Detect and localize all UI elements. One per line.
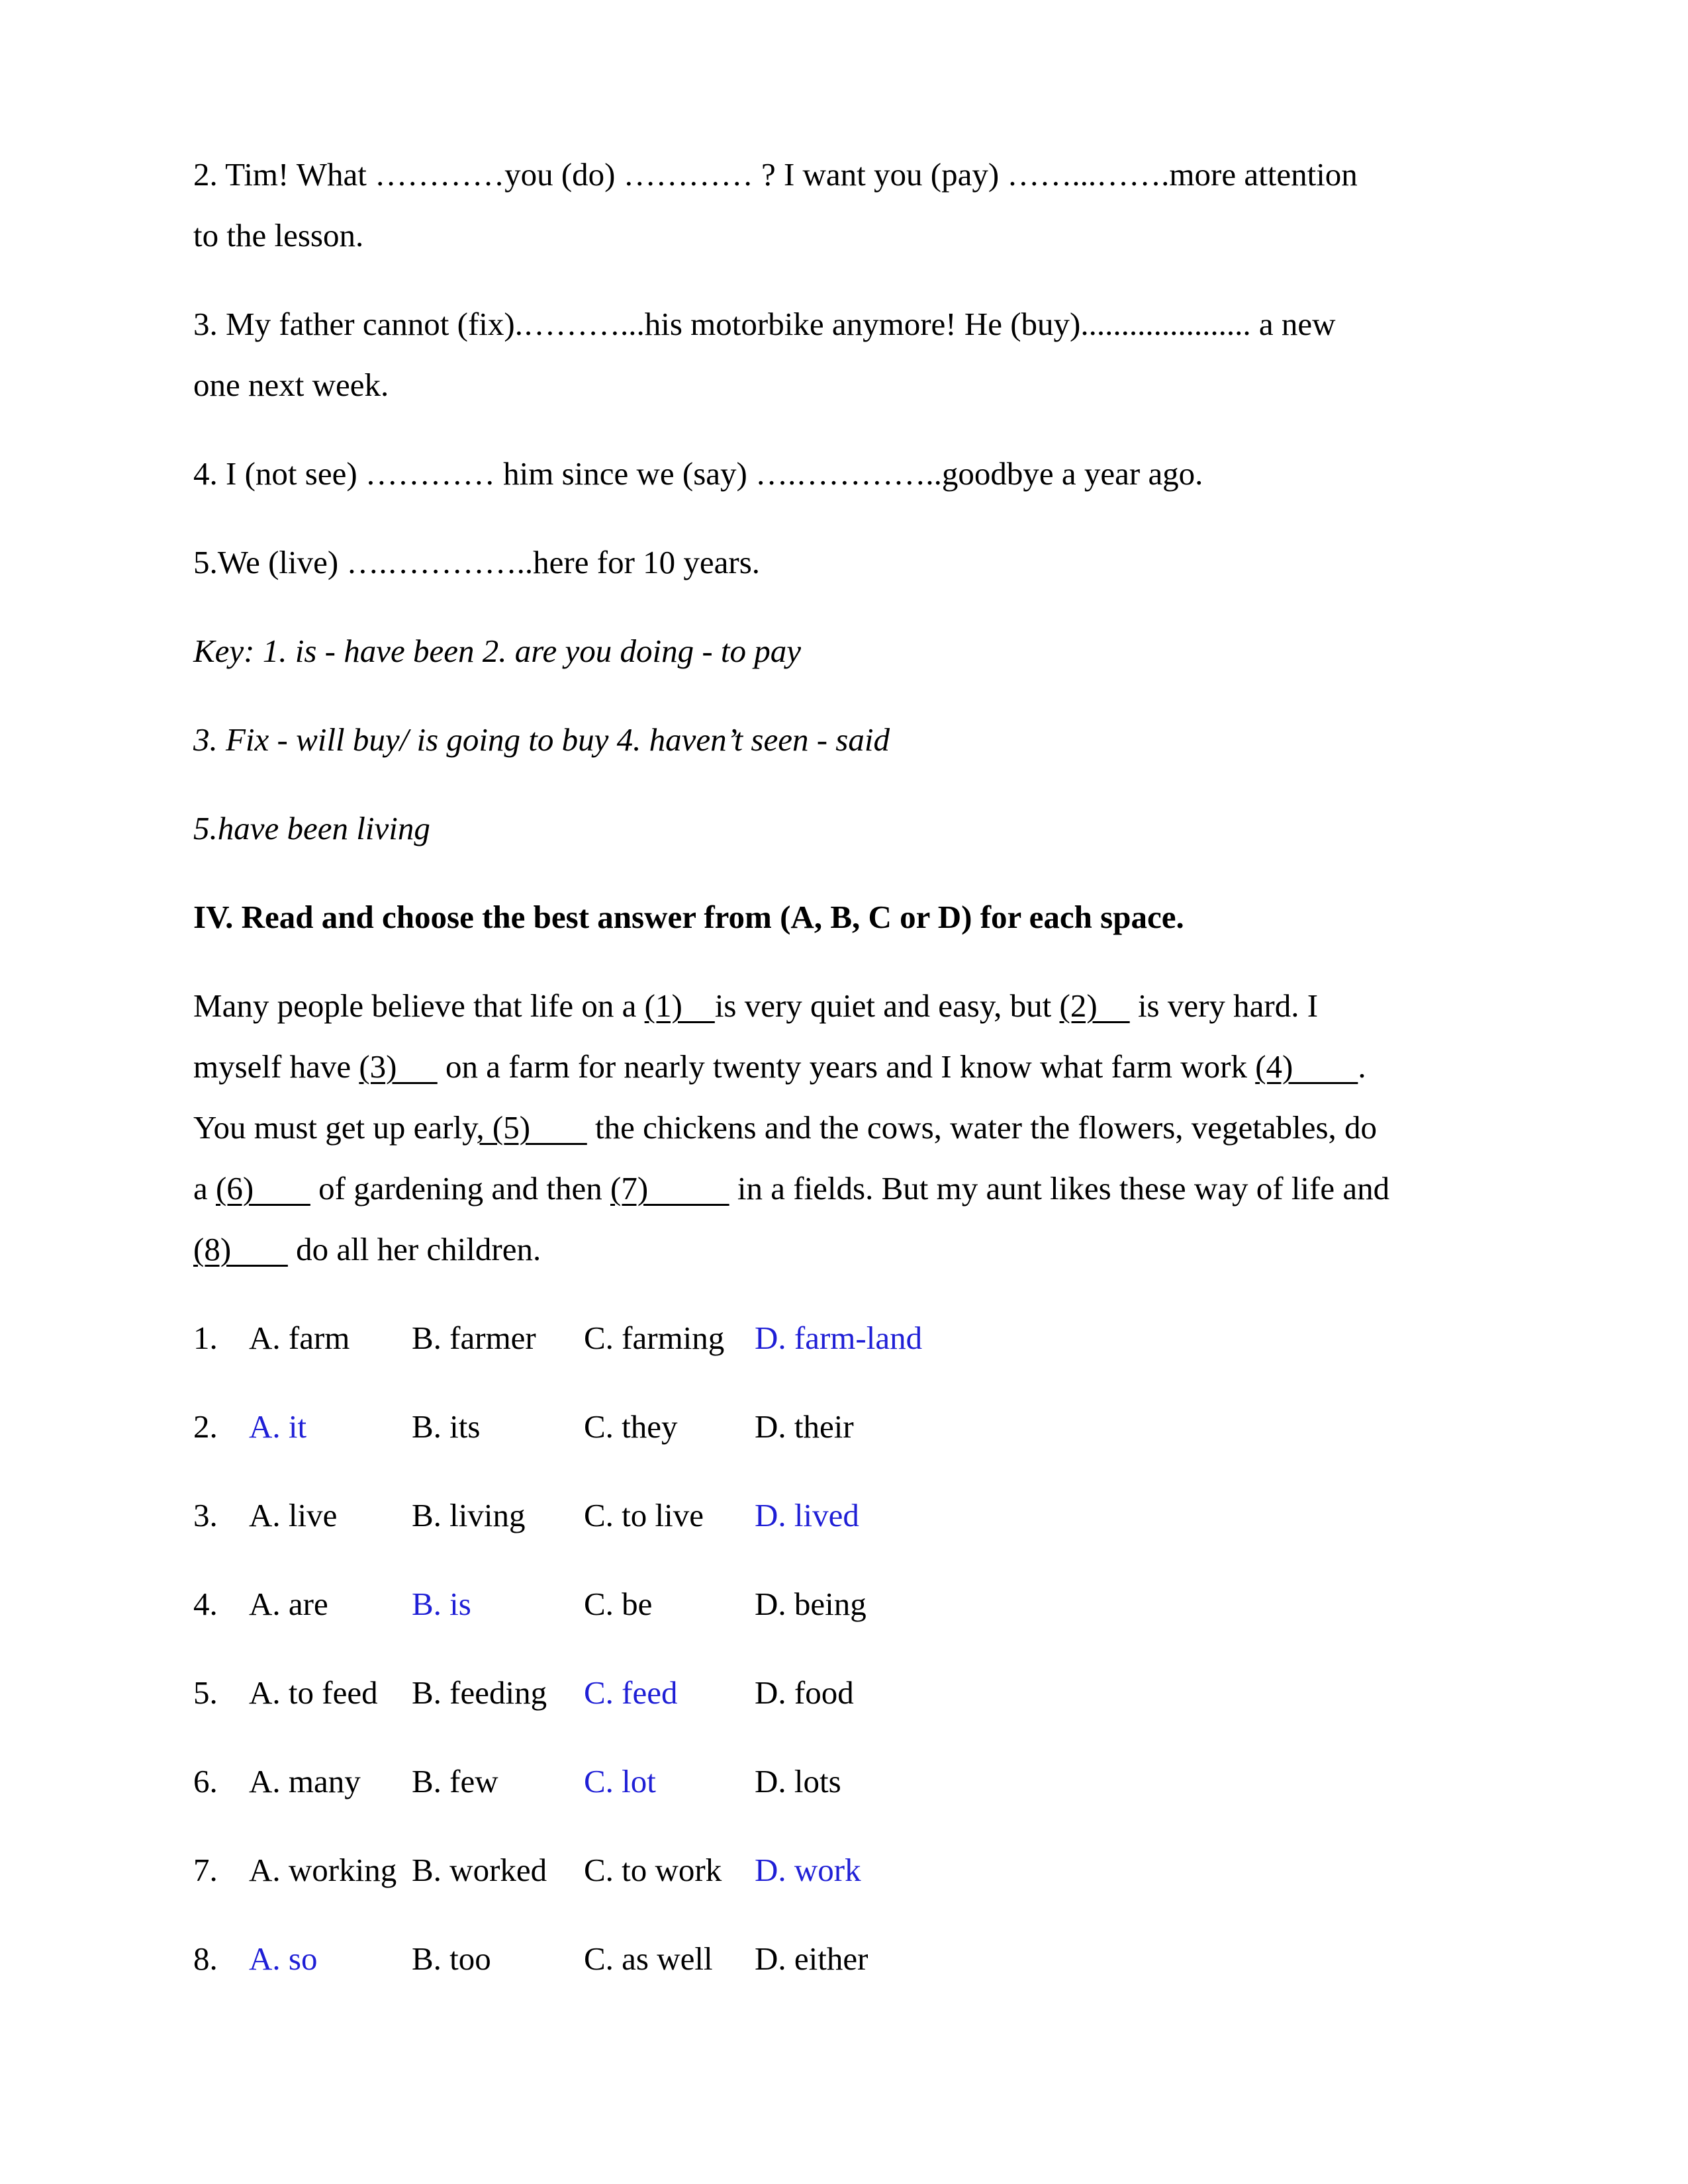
option-b: B. farmer bbox=[412, 1320, 536, 1356]
passage-text: of gardening and then bbox=[310, 1170, 610, 1206]
passage-text: a bbox=[193, 1170, 216, 1206]
blank-4: (4) bbox=[1255, 1048, 1358, 1085]
passage-text: do all her children. bbox=[287, 1231, 541, 1267]
passage-text: . bbox=[1358, 1048, 1366, 1085]
passage-line-2 bbox=[193, 1047, 1366, 1087]
question-number: 8. bbox=[193, 1940, 218, 1977]
question-2-line-2: to the lesson. bbox=[193, 217, 364, 253]
answer-key-line-2: 3. Fix - will buy/ is going to buy 4. haven’t seen - said bbox=[193, 721, 890, 758]
blank-2: (2) bbox=[1059, 987, 1130, 1024]
blank-8: (8) bbox=[193, 1231, 288, 1267]
passage-line-3 bbox=[193, 1108, 1377, 1148]
question-3-line-1: 3. My father cannot (fix).………...his motorbike anymore! He (buy)..................... a new bbox=[193, 306, 1336, 342]
option-d: D. lived bbox=[755, 1497, 859, 1533]
passage-text: is very quiet and easy, but bbox=[714, 987, 1060, 1024]
blank-7: (7) bbox=[610, 1170, 729, 1206]
option-a: A. many bbox=[249, 1763, 361, 1799]
question-number: 7. bbox=[193, 1852, 218, 1888]
passage-text: in a fields. But my aunt likes these way of life and bbox=[729, 1170, 1390, 1206]
passage-line-5 bbox=[193, 1230, 541, 1269]
option-b: B. is bbox=[412, 1586, 471, 1622]
question-5: 5.We (live) ….…………..here for 10 years. bbox=[193, 544, 761, 580]
option-a: A. so bbox=[249, 1940, 318, 1977]
option-b: B. living bbox=[412, 1497, 526, 1533]
option-a: A. working bbox=[249, 1852, 397, 1888]
option-d: D. lots bbox=[755, 1763, 841, 1799]
question-number: 5. bbox=[193, 1674, 218, 1711]
question-number: 4. bbox=[193, 1586, 218, 1622]
option-c: C. be bbox=[584, 1586, 653, 1622]
question-number: 2. bbox=[193, 1408, 218, 1445]
option-c: C. to live bbox=[584, 1497, 704, 1533]
passage-line-4 bbox=[193, 1169, 1389, 1208]
passage-line-1 bbox=[193, 986, 1318, 1026]
blank-5: , (5) bbox=[476, 1109, 587, 1146]
option-d: D. work bbox=[755, 1852, 861, 1888]
option-a: A. farm bbox=[249, 1320, 350, 1356]
option-b: B. worked bbox=[412, 1852, 547, 1888]
option-c: C. to work bbox=[584, 1852, 722, 1888]
blank-3: (3) bbox=[359, 1048, 438, 1085]
blank-6: (6) bbox=[216, 1170, 310, 1206]
passage-text: Many people believe that life on a bbox=[193, 987, 645, 1024]
option-b: B. feeding bbox=[412, 1674, 547, 1711]
passage-text: on a farm for nearly twenty years and I know what farm work bbox=[437, 1048, 1256, 1085]
option-d: D. being bbox=[755, 1586, 867, 1622]
question-number: 1. bbox=[193, 1320, 218, 1356]
option-d: D. farm-land bbox=[755, 1320, 923, 1356]
passage-text: the chickens and the cows, water the flowers, vegetables, do bbox=[586, 1109, 1378, 1146]
option-a: A. to feed bbox=[249, 1674, 378, 1711]
option-c: C. feed bbox=[584, 1674, 678, 1711]
section-iv-heading: IV. Read and choose the best answer from (A, B, C or D) for each space. bbox=[193, 899, 1184, 935]
passage-text: is very hard. I bbox=[1129, 987, 1319, 1024]
option-d: D. food bbox=[755, 1674, 854, 1711]
option-d: D. their bbox=[755, 1408, 854, 1445]
question-number: 3. bbox=[193, 1497, 218, 1533]
question-3-line-2: one next week. bbox=[193, 367, 389, 403]
question-2-line-1: 2. Tim! What …………you (do) ………… ? I want you (pay) ……...…….more attention bbox=[193, 156, 1358, 193]
option-a: A. it bbox=[249, 1408, 307, 1445]
option-a: A. live bbox=[249, 1497, 338, 1533]
passage-text: You must get up early bbox=[193, 1109, 477, 1146]
option-a: A. are bbox=[249, 1586, 328, 1622]
passage-text: myself have bbox=[193, 1048, 359, 1085]
option-b: B. too bbox=[412, 1940, 491, 1977]
option-d: D. either bbox=[755, 1940, 868, 1977]
question-4: 4. I (not see) ………… him since we (say) ….…………..goodbye a year ago. bbox=[193, 455, 1203, 492]
answer-key-line-3: 5.have been living bbox=[193, 810, 430, 846]
option-c: C. lot bbox=[584, 1763, 656, 1799]
answer-key-line-1: Key: 1. is - have been 2. are you doing - to pay bbox=[193, 633, 802, 669]
option-c: C. farming bbox=[584, 1320, 725, 1356]
option-b: B. its bbox=[412, 1408, 481, 1445]
blank-1: (1) bbox=[644, 987, 715, 1024]
option-c: C. they bbox=[584, 1408, 678, 1445]
question-number: 6. bbox=[193, 1763, 218, 1799]
option-b: B. few bbox=[412, 1763, 498, 1799]
option-c: C. as well bbox=[584, 1940, 713, 1977]
